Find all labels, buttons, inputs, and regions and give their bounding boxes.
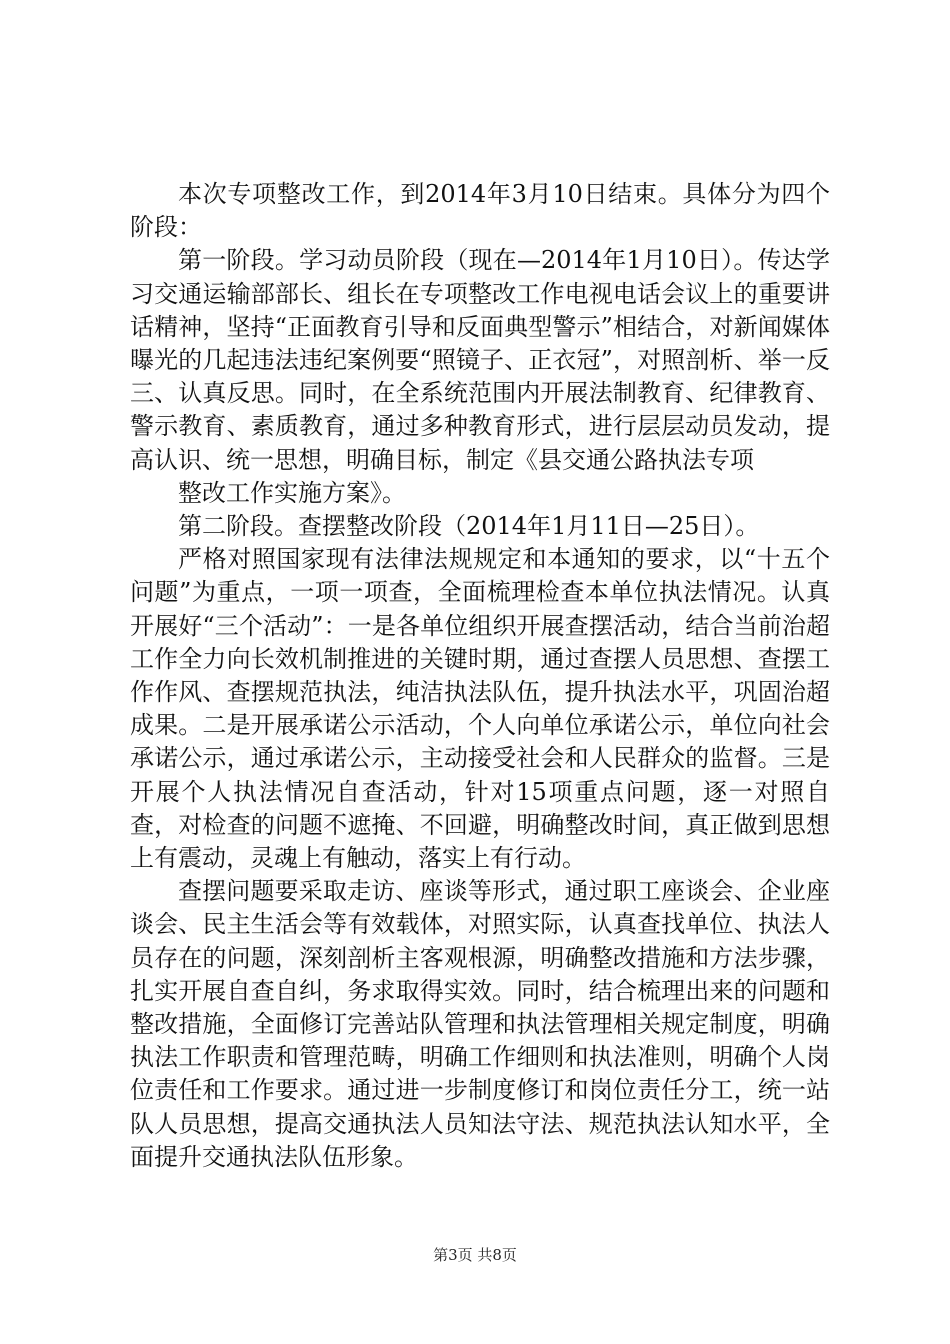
page-number-footer: 第3页 共8页 [433,1246,517,1264]
document-body [130,178,830,1174]
paragraph-inspection-methods: 查摆问题要采取走访、座谈等形式，通过职工座谈会、企业座谈会、民主生活会等有效载体，对照实际，认真查找单位、执法人员存在的问题，深刻剖析主客观根源，明确整改措施和方法步骤，扎实开展自查自纠，务求取得实效。同时，结合梳理出来的问题和整改措施，全面修订完善站队管理和执法管理相关规定制度，明确执法工作职责和管理范畴，明确工作细则和执法准则，明确个人岗位责任和工作要求。通过进一步制度修订和岗位责任分工，统一站队人员思想，提高交通执法人员知法守法、规范执法认知水平，全面提升交通执法队伍形象。 [130,877,830,1171]
paragraph-stage-two-body: 严格对照国家现有法律法规规定和本通知的要求，以“十五个问题”为重点，一项一项查，全面梳理检查本单位执法情况。认真开展好“三个活动”：一是各单位组织开展查摆活动，结合当前治超工作全力向长效机制推进的关键时期，通过查摆人员思想、查摆工作作风、查摆规范执法，纯洁执法队伍，提升执法水平，巩固治超成果。二是开展承诺公示活动，个人向单位承诺公示，单位向社会承诺公示，通过承诺公示，主动接受社会和人民群众的监督。三是开展个人执法情况自查活动，针对15项重点问题，逐一对照自查，对检查的问题不遮掩、不回避，明确整改时间，真正做到思想上有震动，灵魂上有触动，落实上有行动。 [130,545,830,873]
paragraph-stage-one-continued: 整改工作实施方案》。 [178,478,406,507]
paragraph-stage-two-heading: 第二阶段。查摆整改阶段（2014年1月11日—25日）。 [178,512,760,541]
paragraph-intro: 本次专项整改工作，到2014年3月10日结束。具体分为四个阶段： [130,180,830,242]
paragraph-stage-one: 第一阶段。学习动员阶段（现在—2014年1月10日）。传达学习交通运输部部长、组长在专项整改工作电视电话会议上的重要讲话精神，坚持“正面教育引导和反面典型警示”相结合，对新闻媒体曝光的几起违法违纪案例要“照镜子、正衣冠”，对照剖析、举一反三、认真反思。同时，在全系统范围内开展法制教育、纪律教育、警示教育、素质教育，通过多种教育形式，进行层层动员发动，提高认识、统一思想，明确目标，制定《县交通公路执法专项 [130,246,830,474]
